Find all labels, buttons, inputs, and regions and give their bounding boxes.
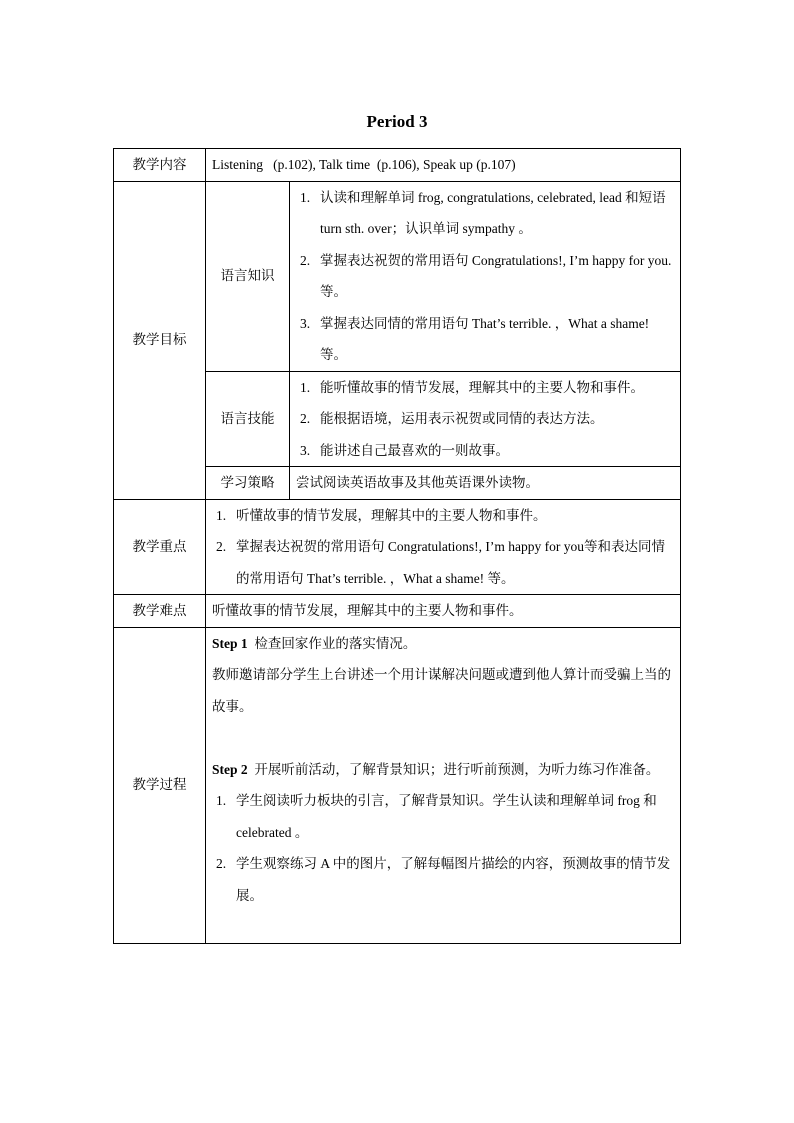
spacer (212, 911, 674, 943)
knowledge-list (290, 181, 681, 371)
list-item (296, 372, 674, 404)
key-points-row (114, 499, 681, 595)
process-label: 教学过程 (114, 627, 206, 943)
key-points-label: 教学重点 (114, 499, 206, 595)
goals-label: 教学目标 (114, 181, 206, 499)
item-text: 学生阅读听力板块的引言，了解背景知识。学生认读和理解单词 frog 和 celebrated 。 (236, 793, 657, 840)
list-item (212, 785, 674, 848)
item-text: 掌握表达祝贺的常用语句 Congratulations!, I’m happy for you等和表达同情的常用语句 That’s terrible. ，What a shame! 等。 (236, 539, 665, 586)
item-number: 2. (216, 539, 227, 554)
goals-row-knowledge (114, 181, 681, 371)
skills-label: 语言技能 (206, 371, 290, 467)
item-number: 2. (216, 856, 227, 871)
strategy-label: 学习策略 (206, 467, 290, 500)
key-points-list (206, 499, 681, 595)
step1-desc: 教师邀请部分学生上台讲述一个用计谋解决问题或遭到他人算计而受骗上当的故事。 (212, 667, 671, 714)
process-content (206, 627, 681, 943)
difficulties-label: 教学难点 (114, 595, 206, 628)
list-item (212, 848, 674, 911)
list-item (212, 531, 674, 594)
list-item (296, 308, 674, 371)
item-number: 2. (300, 252, 311, 268)
item-number: 3. (300, 442, 311, 458)
item-number: 1. (300, 189, 311, 205)
content-label: 教学内容 (114, 149, 206, 182)
list-item (212, 500, 674, 532)
item-text: 掌握表达同情的常用语句 That’s terrible. ，What a shame! 等。 (320, 315, 650, 362)
item-number: 3. (300, 315, 311, 331)
list-item (296, 245, 674, 308)
step1-title: Step 1 (212, 635, 248, 651)
item-number: 2. (300, 411, 311, 426)
step1-text: 检查回家作业的落实情况。 (254, 635, 417, 651)
knowledge-label: 语言知识 (206, 181, 290, 371)
process-row (114, 627, 681, 943)
item-number: 1. (300, 379, 311, 395)
item-text: 能听懂故事的情节发展，理解其中的主要人物和事件。 (320, 379, 644, 395)
difficulties-row (114, 595, 681, 628)
list-item (296, 403, 674, 435)
page-title: Period 3 (366, 112, 428, 131)
step2-title: Step 2 (212, 761, 248, 777)
step2 (212, 754, 674, 786)
item-text: 听懂故事的情节发展，理解其中的主要人物和事件。 (236, 507, 547, 523)
step2-text: 开展听前活动，了解背景知识；进行听前预测，为听力练习作准备。 (254, 761, 660, 777)
content-row (114, 149, 681, 182)
item-text: 能讲述自己最喜欢的一则故事。 (320, 442, 509, 458)
item-text: 学生观察练习 A 中的图片，了解每幅图片描绘的内容，预测故事的情节发展。 (236, 856, 671, 903)
item-text: 能根据语境，运用表示祝贺或同情的表达方法。 (320, 411, 604, 426)
step1 (212, 628, 674, 660)
strategy-text: 尝试阅读英语故事及其他英语课外读物。 (290, 467, 681, 500)
item-number: 1. (216, 793, 227, 808)
item-text: 认读和理解单词 frog, congratulations, celebrated, lead 和短语 turn sth. over；认识单词 sympathy 。 (320, 189, 666, 236)
content-text: Listening (p.102), Talk time (p.106), Speak up (p.107) (206, 149, 681, 182)
spacer (212, 722, 674, 754)
list-item (296, 435, 674, 467)
item-number: 1. (216, 507, 227, 523)
difficulties-text: 听懂故事的情节发展，理解其中的主要人物和事件。 (206, 595, 681, 628)
skills-list (290, 371, 681, 467)
lesson-plan-table (113, 148, 681, 944)
item-text: 掌握表达祝贺的常用语句 Congratulations!, I’m happy for you.等。 (320, 252, 672, 299)
list-item (296, 182, 674, 245)
